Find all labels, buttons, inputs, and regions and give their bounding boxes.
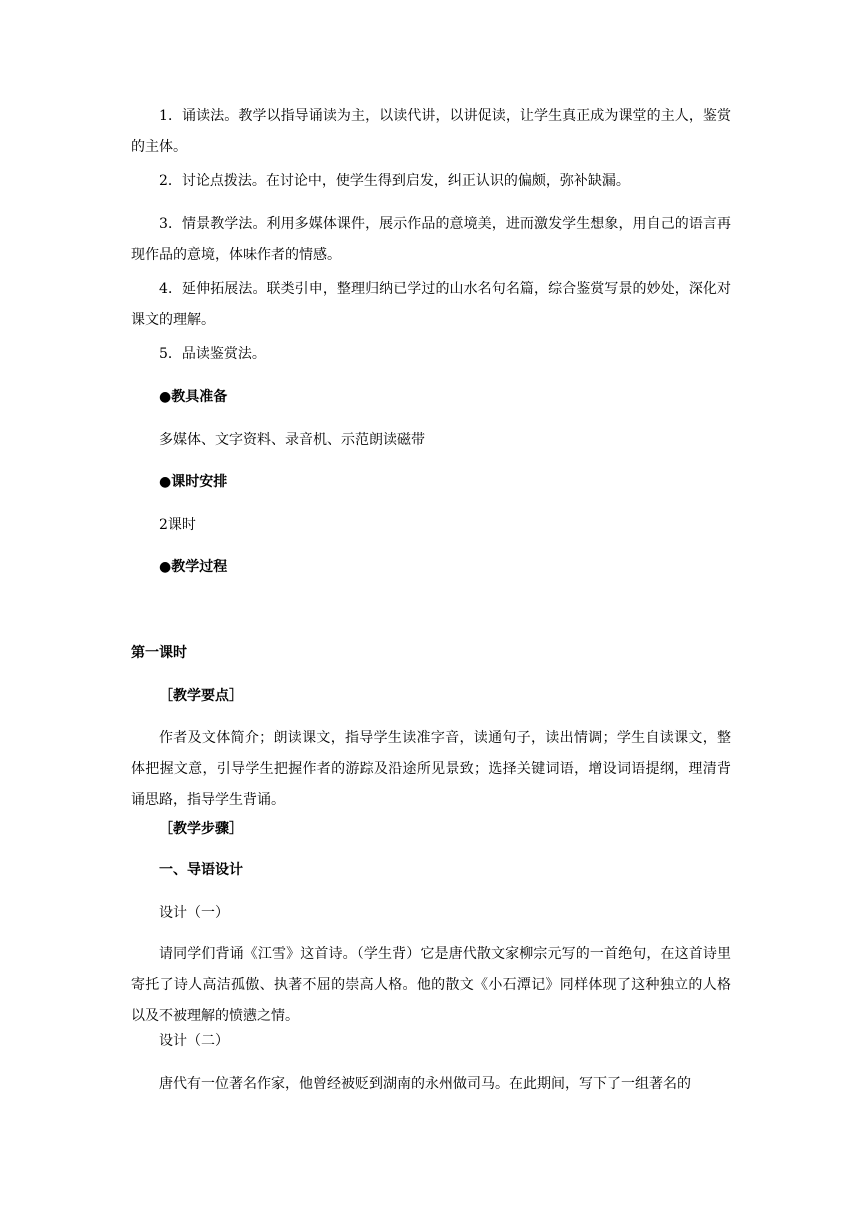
schedule-text: 2课时 [159,517,196,533]
design-one-label: 设计（一） [159,905,229,921]
teaching-aids-text: 多媒体、文字资料、录音机、示范朗读磁带 [159,432,425,448]
heading-steps: ［教学步骤］ [159,821,243,837]
heading-first-lesson: 第一课时 [131,645,187,661]
method-discussion: 2．讨论点拨法。在讨论中，使学生得到启发，纠正认识的偏颇，弥补缺漏。 [159,173,630,189]
design-two-label: 设计（二） [159,1033,229,1049]
heading-key-points: ［教学要点］ [159,688,243,704]
heading-schedule: ●课时安排 [159,474,228,490]
method-scenario: 3．情景教学法。利用多媒体课件，展示作品的意境美，进而激发学生想象，用自己的语言再现作品的意境，体味作者的情感。 [131,216,731,263]
design-one-text: 请同学们背诵《江雪》这首诗。（学生背）它是唐代散文家柳宗元写的一首绝句，在这首诗里寄托了诗人高洁孤傲、执著不屈的崇高人格。他的散文《小石潭记》同样体现了这种独立的人格以及不被理解的愤懑之情。 [131,946,731,1024]
heading-introduction-design: 一、导语设计 [159,862,243,878]
heading-teaching-aids: ●教具准备 [159,389,228,405]
heading-process: ●教学过程 [159,559,228,575]
design-two-text: 唐代有一位著名作家，他曾经被贬到湖南的永州做司马。在此期间，写下了一组著名的 [159,1076,691,1092]
method-recitation: 1．诵读法。教学以指导诵读为主，以读代讲，以讲促读，让学生真正成为课堂的主人，鉴赏的主体。 [131,108,731,155]
method-appreciation: 5．品读鉴赏法。 [159,346,266,362]
method-extension: 4．延伸拓展法。联类引申，整理归纳已学过的山水名句名篇，综合鉴赏写景的妙处，深化对课文的理解。 [131,281,731,328]
key-points-text: 作者及文体简介；朗读课文，指导学生读准字音，读通句子，读出情调；学生自读课文，整体把握文意，引导学生把握作者的游踪及沿途所见景致；选择关键词语，增设词语提纲，理清背诵思路，指导学生背诵。 [131,730,731,808]
